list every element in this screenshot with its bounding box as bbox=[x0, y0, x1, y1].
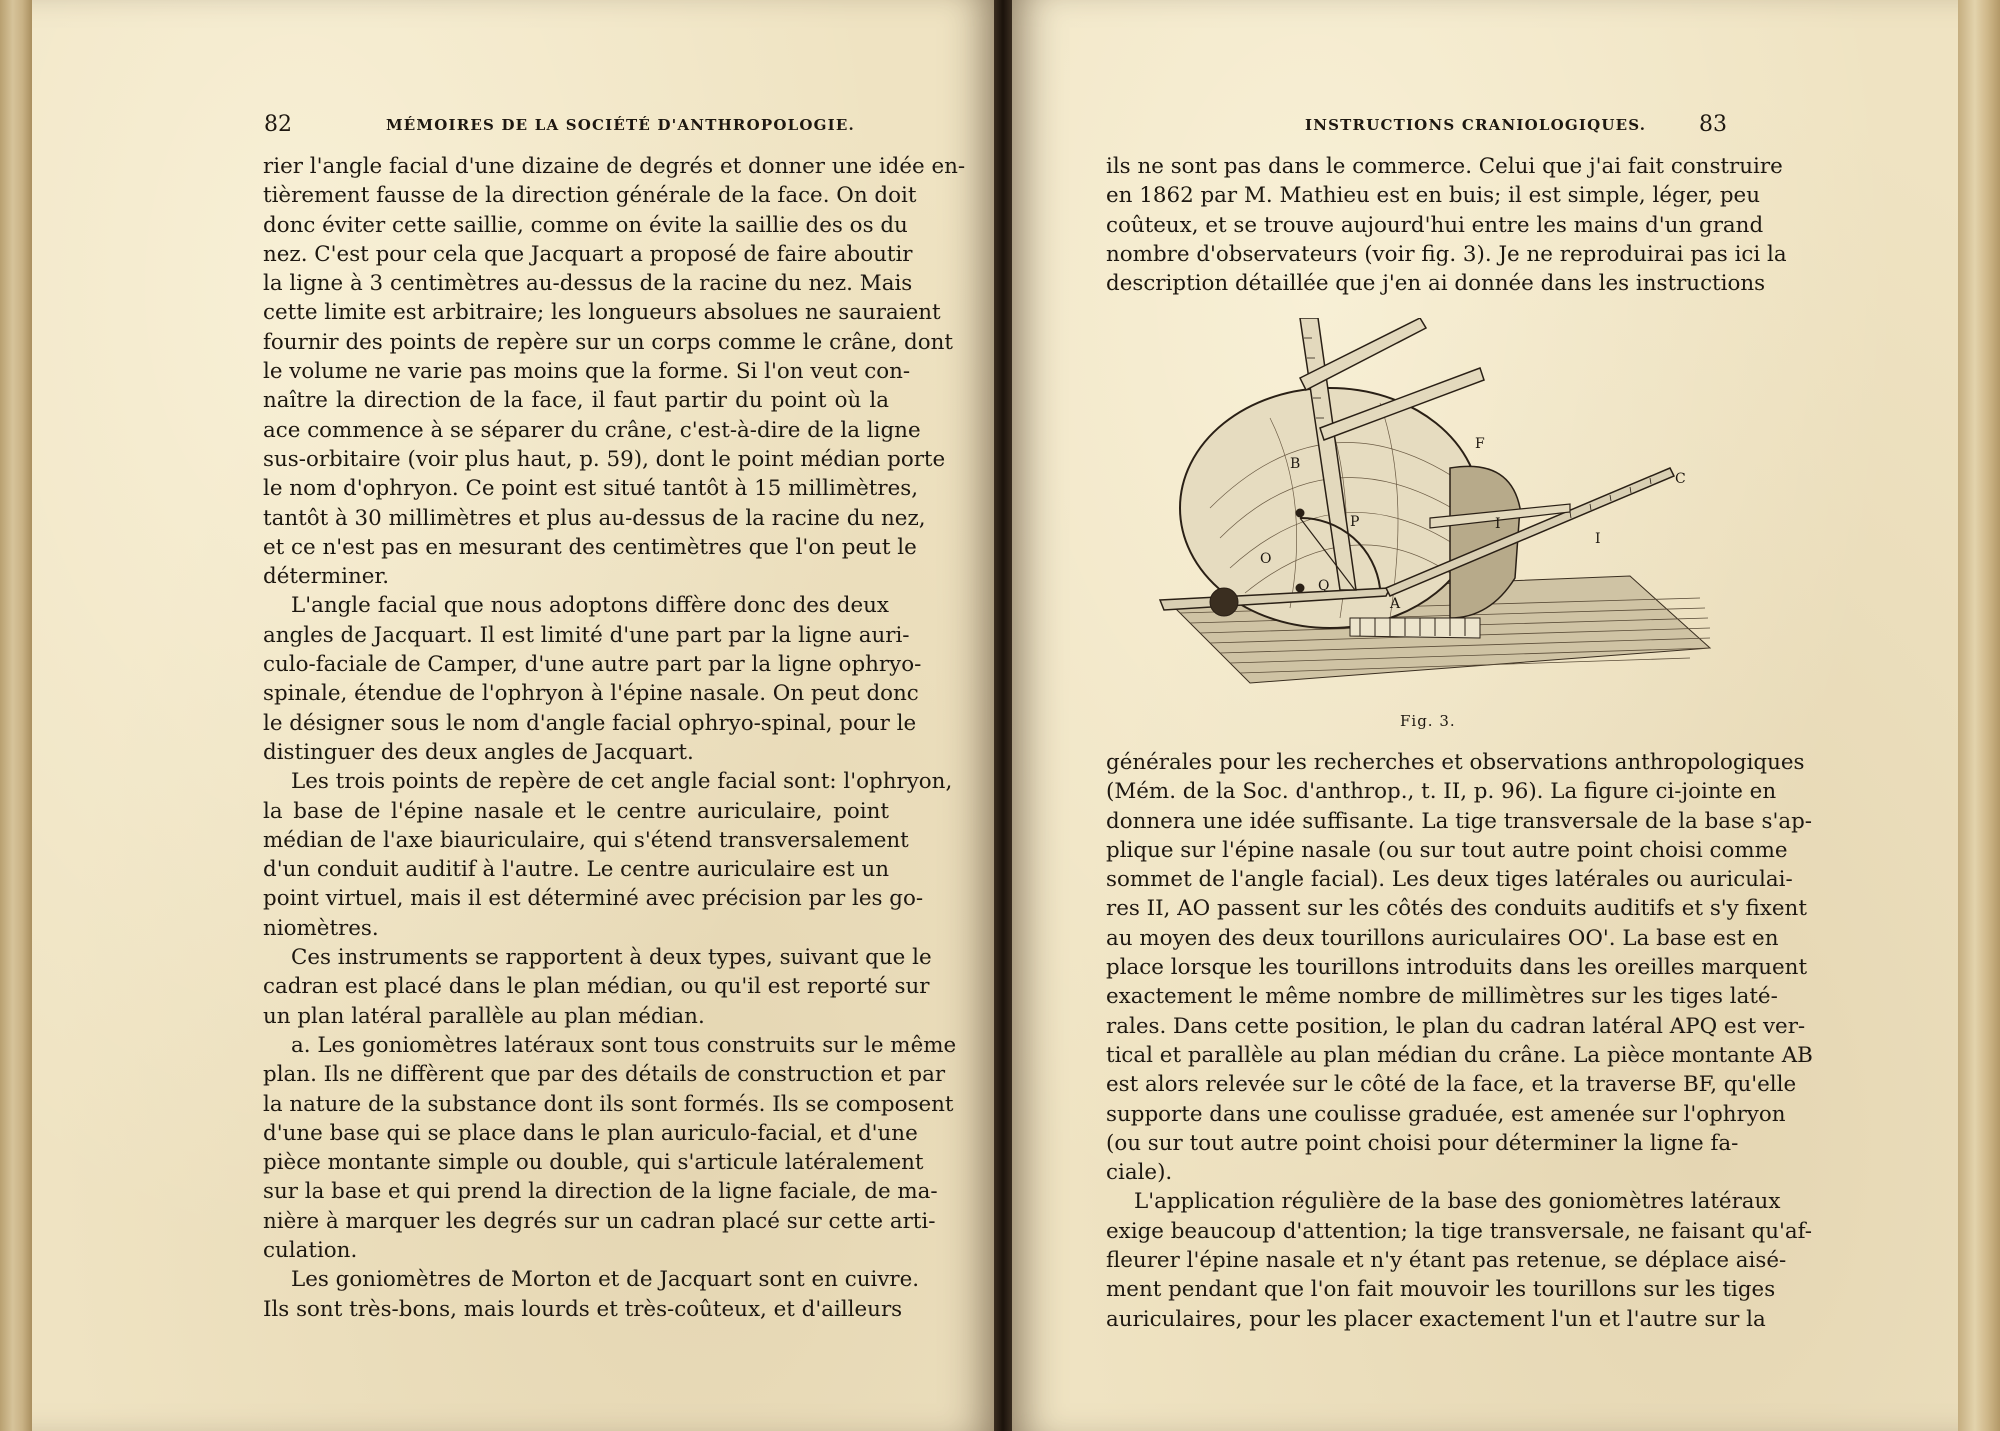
text-line: ils ne sont pas dans le commerce. Celui que j'ai fait construire bbox=[1106, 154, 1783, 179]
text-line: res II, AO passent sur les côtés des conduits auditifs et s'y fixent bbox=[1106, 896, 1807, 922]
text-line: exige beaucoup d'attention; la tige transversale, ne faisant qu'af- bbox=[1106, 1218, 1813, 1244]
text-line: le nom d'ophryon. Ce point est situé tantôt à 15 millimètres, bbox=[263, 476, 919, 502]
right-body-text-bottom bbox=[1106, 748, 1813, 1334]
text-line: la nature de la substance dont ils sont formés. Ils se composent bbox=[263, 1091, 954, 1117]
right-running-head: INSTRUCTIONS CRANIOLOGIQUES. bbox=[1305, 116, 1647, 134]
text-line: coûteux, et se trouve aujourd'hui entre les mains d'un grand bbox=[1106, 212, 1764, 238]
text-line: description détaillée que j'en ai donnée dans les instructions bbox=[1106, 271, 1766, 297]
text-line: culo-faciale de Camper, d'une autre part par la ligne ophryo- bbox=[263, 652, 922, 678]
text-line: niomètres. bbox=[263, 915, 379, 941]
text-line: tantôt à 30 millimètres et plus au-dessus de la racine du nez, bbox=[263, 505, 926, 531]
text-line: point virtuel, mais il est déterminé avec précision par les go- bbox=[263, 886, 924, 912]
text-line: fournir des points de repère sur un corps comme le crâne, dont bbox=[263, 329, 954, 355]
text-line: sommet de l'angle facial). Les deux tiges latérales ou auriculai- bbox=[1106, 867, 1793, 893]
figure-label: B bbox=[1290, 456, 1301, 472]
text-line: déterminer. bbox=[263, 564, 390, 590]
figure-label: I bbox=[1595, 531, 1601, 547]
text-line: tièrement fausse de la direction générale de la face. On doit bbox=[263, 183, 917, 209]
text-line: Ils sont très-bons, mais lourds et très-coûteux, et d'ailleurs bbox=[263, 1296, 903, 1322]
text-line: supporte dans une coulisse graduée, est amenée sur l'ophryon bbox=[1106, 1101, 1786, 1127]
text-line: culation. bbox=[263, 1237, 358, 1263]
text-line: nez. C'est pour cela que Jacquart a proposé de faire aboutir bbox=[263, 241, 913, 267]
text-line: le désigner sous le nom d'angle facial ophryo-spinal, pour le bbox=[263, 710, 917, 736]
text-line: d'un conduit auditif à l'autre. Le centre auriculaire est un bbox=[263, 857, 889, 883]
text-line: donc éviter cette saillie, comme on évite la saillie des os du bbox=[263, 212, 908, 238]
text-line: et ce n'est pas en mesurant des centimètres que l'on peut le bbox=[263, 534, 917, 560]
text-line: L'application régulière de la base des goniomètres latéraux bbox=[1134, 1189, 1781, 1215]
text-line: fleurer l'épine nasale et n'y étant pas retenue, se déplace aisé- bbox=[1106, 1248, 1787, 1274]
right-running-header bbox=[1105, 112, 1745, 142]
text-line: Ces instruments se rapportent à deux types, suivant que le bbox=[291, 945, 932, 971]
text-line: naître la direction de la face, il faut partir du point où la bbox=[263, 388, 889, 414]
text-line: ace commence à se séparer du crâne, c'est-à-dire de la ligne bbox=[263, 417, 921, 443]
text-line: cette limite est arbitraire; les longueurs absolues ne sauraient bbox=[263, 300, 941, 326]
text-line: auriculaires, pour les placer exactement l'un et l'autre sur la bbox=[1106, 1306, 1766, 1332]
text-line: L'angle facial que nous adoptons diffère donc des deux bbox=[291, 593, 889, 619]
text-line: spinale, étendue de l'ophryon à l'épine nasale. On peut donc bbox=[263, 681, 919, 707]
text-line: ment pendant que l'on fait mouvoir les tourillons sur les tiges bbox=[1106, 1277, 1776, 1303]
figure-label: F bbox=[1475, 436, 1485, 452]
text-line: tical et parallèle au plan médian du crâne. La pièce montante AB bbox=[1106, 1042, 1813, 1068]
figure-label: I bbox=[1495, 516, 1501, 532]
figure-label: Q bbox=[1318, 578, 1330, 594]
text-line: pièce montante simple ou double, qui s'articule latéralement bbox=[263, 1150, 924, 1176]
text-line: plan. Ils ne diffèrent que par des détails de construction et par bbox=[263, 1062, 946, 1088]
text-line: le volume ne varie pas moins que la forme. Si l'on veut con- bbox=[263, 359, 911, 385]
figure-label: P bbox=[1350, 514, 1360, 530]
text-line: distinguer des deux angles de Jacquart. bbox=[263, 739, 694, 765]
text-line: générales pour les recherches et observations anthropologiques bbox=[1106, 750, 1805, 775]
figure-label: O bbox=[1260, 551, 1272, 567]
text-line: (ou sur tout autre point choisi pour déterminer la ligne fa- bbox=[1106, 1130, 1739, 1156]
text-line: (Mém. de la Soc. d'anthrop., t. II, p. 96). La figure ci-jointe en bbox=[1106, 779, 1777, 805]
text-line: rier l'angle facial d'une dizaine de degrés et donner une idée en- bbox=[263, 154, 966, 179]
text-line: nière à marquer les degrés sur un cadran placé sur cette arti- bbox=[263, 1208, 936, 1234]
figure-label: A bbox=[1390, 596, 1401, 612]
left-running-head: MÉMOIRES DE LA SOCIÉTÉ D'ANTHROPOLOGIE. bbox=[386, 116, 855, 134]
text-line: exactement le même nombre de millimètres sur les tiges laté- bbox=[1106, 984, 1778, 1010]
text-line: place lorsque les tourillons introduits dans les oreilles marquent bbox=[1106, 955, 1808, 981]
text-line: sus-orbitaire (voir plus haut, p. 59), dont le point médian porte bbox=[263, 446, 946, 472]
figure-label: C bbox=[1675, 471, 1686, 487]
text-line: médian de l'axe biauriculaire, qui s'étend transversalement bbox=[263, 827, 909, 853]
goniometer-skull-illustration bbox=[1150, 318, 1750, 718]
text-line: d'une base qui se place dans le plan auriculo-facial, et d'une bbox=[263, 1120, 918, 1146]
text-line: a. Les goniomètres latéraux sont tous construits sur le même bbox=[291, 1032, 957, 1058]
left-page-edge bbox=[0, 0, 32, 1431]
text-line: la base de l'épine nasale et le centre auriculaire, point bbox=[263, 798, 889, 824]
left-running-header bbox=[262, 112, 892, 142]
text-line: angles de Jacquart. Il est limité d'une part par la ligne auri- bbox=[263, 622, 910, 648]
figure-caption: Fig. 3. bbox=[1400, 712, 1456, 730]
text-line: la ligne à 3 centimètres au-dessus de la racine du nez. Mais bbox=[263, 271, 913, 297]
text-line: un plan latéral parallèle au plan médian. bbox=[263, 1003, 705, 1029]
book-gutter bbox=[994, 0, 1012, 1431]
text-line: est alors relevée sur le côté de la face, et la traverse BF, qu'elle bbox=[1106, 1072, 1797, 1098]
text-line: cadran est placé dans le plan médian, ou qu'il est reporté sur bbox=[263, 974, 930, 1000]
right-body-text-top bbox=[1106, 152, 1787, 298]
text-line: rales. Dans cette position, le plan du cadran latéral APQ est ver- bbox=[1106, 1013, 1806, 1039]
text-line: en 1862 par M. Mathieu est en buis; il est simple, léger, peu bbox=[1106, 183, 1760, 209]
right-page-number: 83 bbox=[1699, 112, 1727, 137]
left-page-number: 82 bbox=[264, 112, 292, 137]
text-line: ciale). bbox=[1106, 1160, 1173, 1186]
text-line: au moyen des deux tourillons auriculaires OO'. La base est en bbox=[1106, 925, 1779, 951]
text-line: plique sur l'épine nasale (ou sur tout autre point choisi comme bbox=[1106, 837, 1788, 863]
left-body-text bbox=[263, 152, 966, 1324]
left-page bbox=[0, 0, 994, 1431]
text-line: sur la base et qui prend la direction de la ligne faciale, de ma- bbox=[263, 1179, 938, 1205]
text-line: Les goniomètres de Morton et de Jacquart sont en cuivre. bbox=[291, 1267, 920, 1293]
text-line: nombre d'observateurs (voir fig. 3). Je ne reproduirai pas ici la bbox=[1106, 241, 1787, 267]
text-line: donnera une idée suffisante. La tige transversale de la base s'ap- bbox=[1106, 808, 1813, 834]
text-line: Les trois points de repère de cet angle facial sont: l'ophryon, bbox=[291, 769, 953, 795]
right-page-edge bbox=[1958, 0, 2000, 1431]
